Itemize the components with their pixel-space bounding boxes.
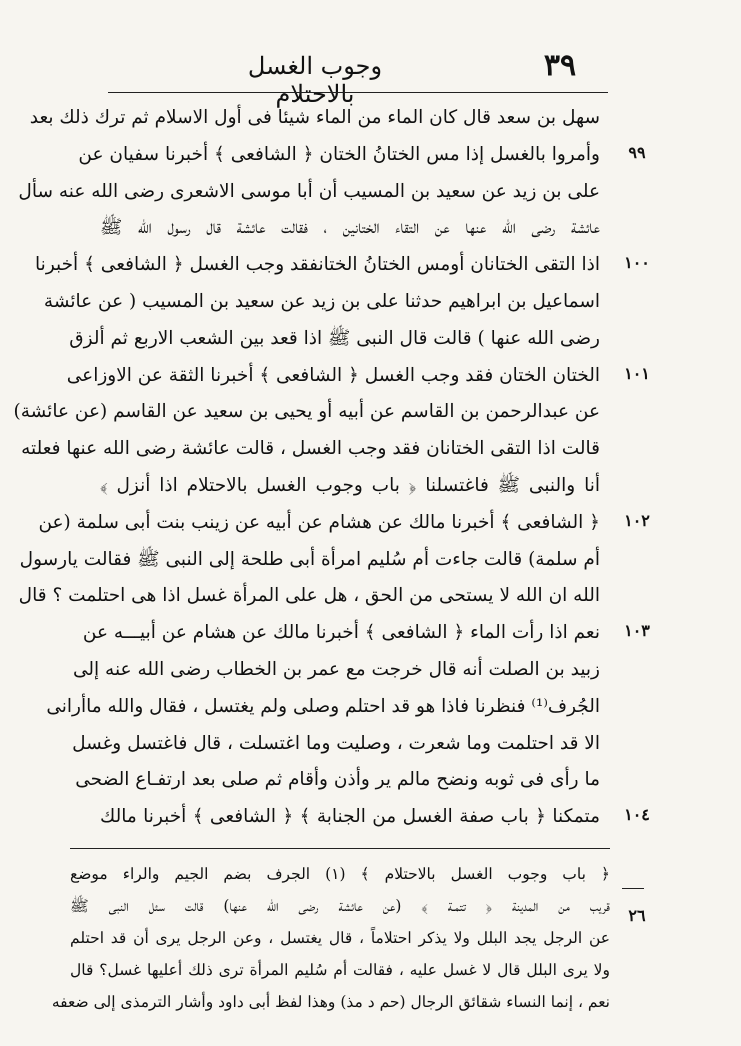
hadith-number: ٩٩ [628, 142, 646, 162]
hadith-number: ١٠٣ [624, 621, 650, 641]
text-line: نعم اذا رأت الماء ﴿ الشافعى ﴾ أخبرنا مالك عن هشام عن أبيـــه عن [82, 622, 600, 644]
text-line: الجُرف⁽¹⁾ فنظرنا فاذا هو قد احتلم وصلى ولم يغتسل ، فقال والله ماأرانى [46, 695, 600, 717]
header-rule [108, 92, 608, 93]
text-line: قالت اذا التقى الختانان فقد وجب الغسل ، قالت عائشة رضى الله عنها فعلته [21, 438, 600, 460]
main-text [13, 100, 600, 836]
text-line: الا قد احتلمت وما شعرت ، وصليت وما اغتسلت ، قال فاغتسل وغسل [72, 732, 600, 754]
footnote-margin-number: ٢٦ [628, 906, 646, 925]
footnote-separator [70, 848, 610, 849]
text-line: أنا والنبى ﷺ فاغتسلنا ﴿ باب وجوب الغسل بالاحتلام اذا أنزل ﴾ [100, 474, 600, 496]
footnote-line: ولا يرى البلل قال لا غسل عليه ، فقالت أم سُليم المرأة ترى ذلك أعليها غسل؟ قال [70, 961, 610, 979]
text-line: الله ان الله لا يستحى من الحق ، هل على المرأة غسل اذا هى احتلمت ؟ قال [18, 585, 600, 607]
footnote-line: عن الرجل يجد البلل ولا يذكر احتلاماً ، قال يغتسل ، وعن الرجل يرى أن قد احتلم [70, 929, 610, 947]
hadith-number: ١٠٢ [624, 510, 650, 530]
text-line: ﴿ الشافعى ﴾ أخبرنا مالك عن هشام عن أبيه عن زينب بنت أبى سلمة (عن [38, 511, 600, 533]
chapter-title: وجوب الغسل بالاحتلام [247, 52, 383, 108]
text-line: اسماعيل بن ابراهيم حدثنا على بن زيد عن سعيد بن المسيب ( عن عائشة [43, 290, 600, 312]
text-line: رضى الله عنها ) قالت قال النبى ﷺ اذا قعد بين الشعب الاربع ثم ألزق [69, 327, 600, 349]
footnote-line: قريب من المدينة ﴿ تتمـة ﴾ (عن عائشة رضى الله عنها) قالت سئل النبى ﷺ [70, 897, 610, 915]
page-number: ٣٩ [543, 48, 577, 83]
footnote-margin-rule [622, 888, 644, 889]
hadith-number: ١٠١ [624, 363, 650, 383]
text-line: زبيد بن الصلت أنه قال خرجت مع عمر بن الخطاب رضى الله عنه إلى [72, 658, 600, 680]
text-line: ما رأى فى ثوبه ونضح مالم ير وأذن وأقام ثم صلى بعد ارتفـاع الضحى [75, 769, 600, 791]
text-line: عن عبدالرحمن بن القاسم عن أبيه أو يحيى بن سعيد عن القاسم (عن عائشة) [13, 401, 600, 423]
text-line: اذا التقى الختانان أومس الختانُ الختانفقد وجب الغسل ﴿ الشافعى ﴾ أخبرنا [35, 254, 600, 276]
footnote-line: ﴿ باب وجوب الغسل بالاحتلام ﴾ (١) الجرف بضم الجيم والراء موضع [70, 865, 610, 883]
text-line: متمكنا ﴿ باب صفة الغسل من الجنابة ﴾ ﴿ الشافعى ﴾ أخبرنا مالك [100, 806, 600, 828]
page-header [0, 48, 741, 108]
hadith-number: ١٠٤ [624, 805, 650, 825]
text-line: سهل بن سعد قال كان الماء من الماء شيئا فى أول الاسلام ثم ترك ذلك بعد [29, 107, 600, 128]
text-line: أم سلمة) قالت جاءت أم سُليم امرأة أبى طلحة إلى النبى ﷺ فقالت يارسول [19, 548, 600, 570]
hadith-number: ١٠٠ [624, 253, 650, 273]
text-line: وأمروا بالغسل إذا مس الختانُ الختان ﴿ الشافعى ﴾ أخبرنا سفيان عن [78, 143, 600, 165]
text-line: الختان الختان فقد وجب الغسل ﴿ الشافعى ﴾ أخبرنا الثقة عن الاوزاعى [66, 364, 600, 386]
footnote-line: نعم ، إنما النساء شقائق الرجال (حم د مذ) وهذا لفظ أبى داود وأشار الترمذى إلى ضعفه [51, 993, 610, 1011]
footnotes [51, 858, 610, 1018]
text-line: على بن زيد عن سعيد بن المسيب أن أبا موسى الاشعرى رضى الله عنه سأل [18, 180, 600, 202]
text-line: عائشة رضى الله عنها عن التقاء الختانين ، فقالت عائشة قال رسول الله ﷺ [100, 217, 600, 239]
